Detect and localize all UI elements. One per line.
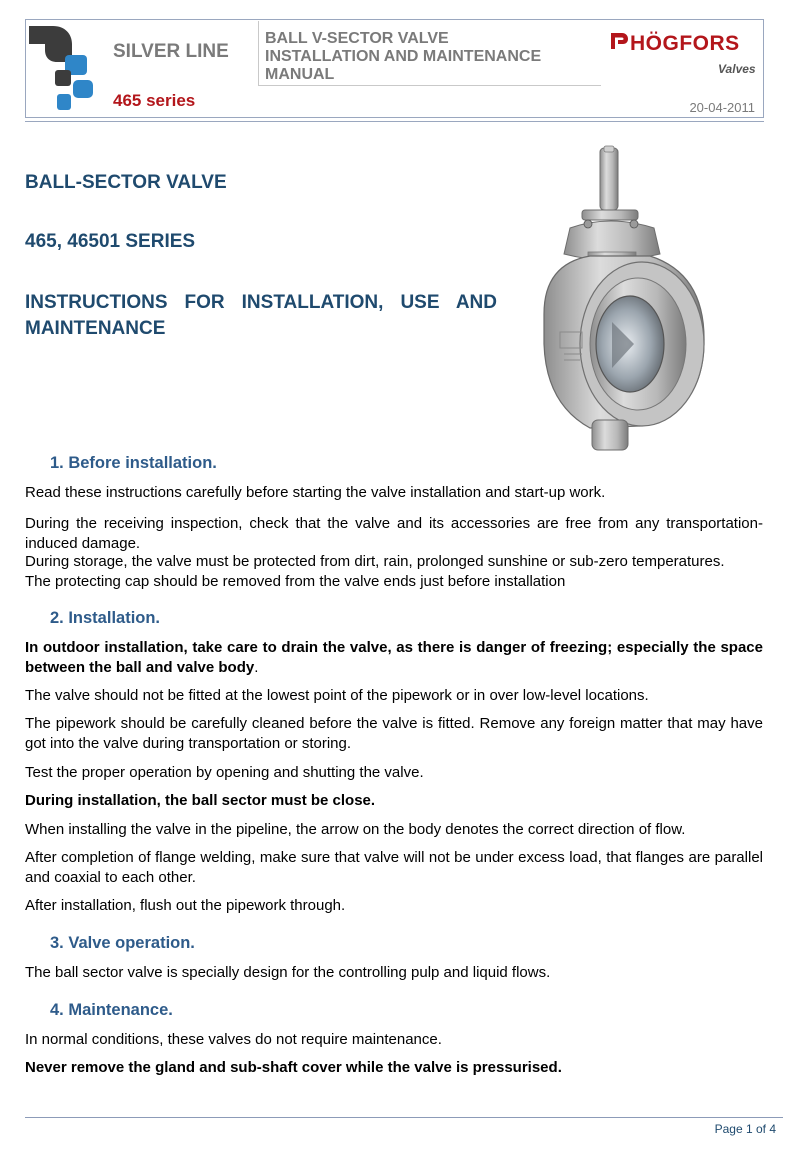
series-title: 465, 46501 SERIES: [25, 231, 196, 252]
section-heading-maintenance: 4. Maintenance.: [50, 1001, 173, 1019]
paragraph: Read these instructions carefully before starting the valve installation and start-up work.: [25, 484, 606, 501]
header-divider-horizontal: [258, 85, 601, 86]
series-label: 465 series: [113, 91, 196, 110]
paragraph: The pipework should be carefully cleaned before the valve is fitted. Remove any foreign matter that may have got into the valve during transportation or storing.: [25, 715, 763, 752]
document-title: BALL-SECTOR VALVE: [25, 172, 227, 193]
hogfors-logo-icon: [608, 30, 630, 52]
brand-name: HÖGFORS: [630, 32, 740, 55]
footer-rule: [25, 1117, 783, 1118]
paragraph: The protecting cap should be removed from the valve ends just before installation: [25, 573, 566, 590]
manual-title-line-3: MANUAL: [265, 66, 335, 83]
paragraph: The valve should not be fitted at the lowest point of the pipework or in over low-level locations.: [25, 687, 649, 704]
section-heading-valve-operation: 3. Valve operation.: [50, 934, 195, 952]
section-heading-installation: 2. Installation.: [50, 609, 161, 627]
freezing-warning: In outdoor installation, take care to drain the valve, as there is danger of freezing; especially the space between the ball and valve body: [25, 639, 763, 676]
section-heading-before-installation: 1. Before installation.: [50, 454, 217, 472]
paragraph: During storage, the valve must be protected from dirt, rain, prolonged sunshine or sub-zero temperatures.: [25, 553, 725, 570]
manual-title-line-2: INSTALLATION AND MAINTENANCE: [265, 48, 542, 65]
paragraph: After installation, flush out the pipework through.: [25, 897, 346, 914]
silver-line-logo-icon: [27, 22, 105, 114]
paragraph-warning: [25, 638, 763, 678]
page-number: Page 1 of 4: [714, 1122, 776, 1136]
manual-title: [265, 30, 565, 84]
paragraph-bold: During installation, the ball sector must be close.: [25, 792, 376, 809]
ball-sector-valve-image: [530, 144, 710, 456]
period: .: [254, 659, 259, 676]
header-divider-vertical: [258, 21, 259, 85]
paragraph: After completion of flange welding, make sure that valve will not be under excess load, that flanges are parallel and coaxial to each other.: [25, 849, 763, 886]
paragraph: The ball sector valve is specially design for the controlling pulp and liquid flows.: [25, 964, 551, 981]
manual-title-line-1: BALL V-SECTOR VALVE: [265, 30, 449, 47]
product-line-label: SILVER LINE: [113, 41, 229, 62]
header-rule: [25, 121, 764, 122]
instructions-title: INSTRUCTIONS FOR INSTALLATION, USE AND MAINTENANCE: [25, 292, 497, 339]
brand-subtitle: Valves: [718, 62, 756, 76]
paragraph-bold: Never remove the gland and sub-shaft cover while the valve is pressurised.: [25, 1059, 562, 1076]
paragraph: When installing the valve in the pipeline, the arrow on the body denotes the correct direction of flow.: [25, 821, 686, 838]
paragraph: In normal conditions, these valves do not require maintenance.: [25, 1031, 442, 1048]
paragraph: Test the proper operation by opening and shutting the valve.: [25, 764, 424, 781]
document-date: 20-04-2011: [689, 100, 755, 115]
paragraph: During the receiving inspection, check that the valve and its accessories are free from any transportation-induced damage.: [25, 515, 763, 552]
